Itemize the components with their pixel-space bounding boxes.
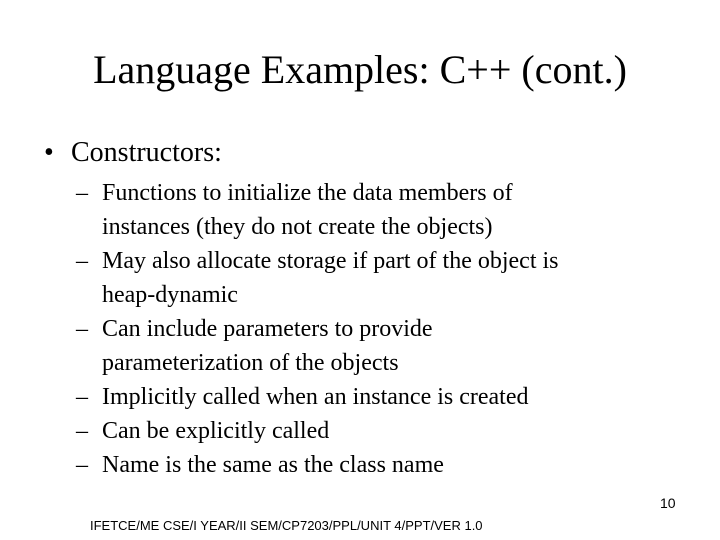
main-bullet — [44, 133, 222, 173]
sub-bullet-text: May also allocate storage if part of the object is — [102, 248, 559, 274]
sub-bullet-text: Name is the same as the class name — [102, 452, 444, 478]
dash-symbol: – — [76, 248, 88, 274]
sub-bullet-item — [76, 380, 676, 414]
dash-symbol: – — [76, 316, 88, 342]
dash-symbol: – — [76, 452, 88, 478]
sub-bullet-item — [76, 176, 676, 244]
sub-bullet-item — [76, 414, 676, 448]
sub-bullet-item — [76, 244, 676, 312]
slide-title: Language Examples: C++ (cont.) — [93, 47, 627, 92]
dash-symbol: – — [76, 180, 88, 206]
dash-symbol: – — [76, 418, 88, 444]
sub-bullet-list — [76, 176, 676, 482]
sub-bullet-text: Can include parameters to provide — [102, 316, 433, 342]
slide-footer: IFETCE/ME CSE/I YEAR/II SEM/CP7203/PPL/UNIT 4/PPT/VER 1.0 — [90, 518, 483, 533]
sub-bullet-continuation: instances (they do not create the objects) — [102, 214, 493, 240]
main-bullet-text: Constructors: — [71, 137, 222, 168]
sub-bullet-item — [76, 312, 676, 380]
sub-bullet-item — [76, 448, 676, 482]
bullet-symbol: • — [44, 137, 54, 168]
sub-bullet-text: Can be explicitly called — [102, 418, 330, 444]
page-number: 10 — [660, 495, 676, 511]
sub-bullet-text: Implicitly called when an instance is created — [102, 384, 529, 410]
sub-bullet-continuation: heap-dynamic — [102, 282, 238, 308]
sub-bullet-continuation: parameterization of the objects — [102, 350, 399, 376]
dash-symbol: – — [76, 384, 88, 410]
sub-bullet-text: Functions to initialize the data members of — [102, 180, 513, 206]
